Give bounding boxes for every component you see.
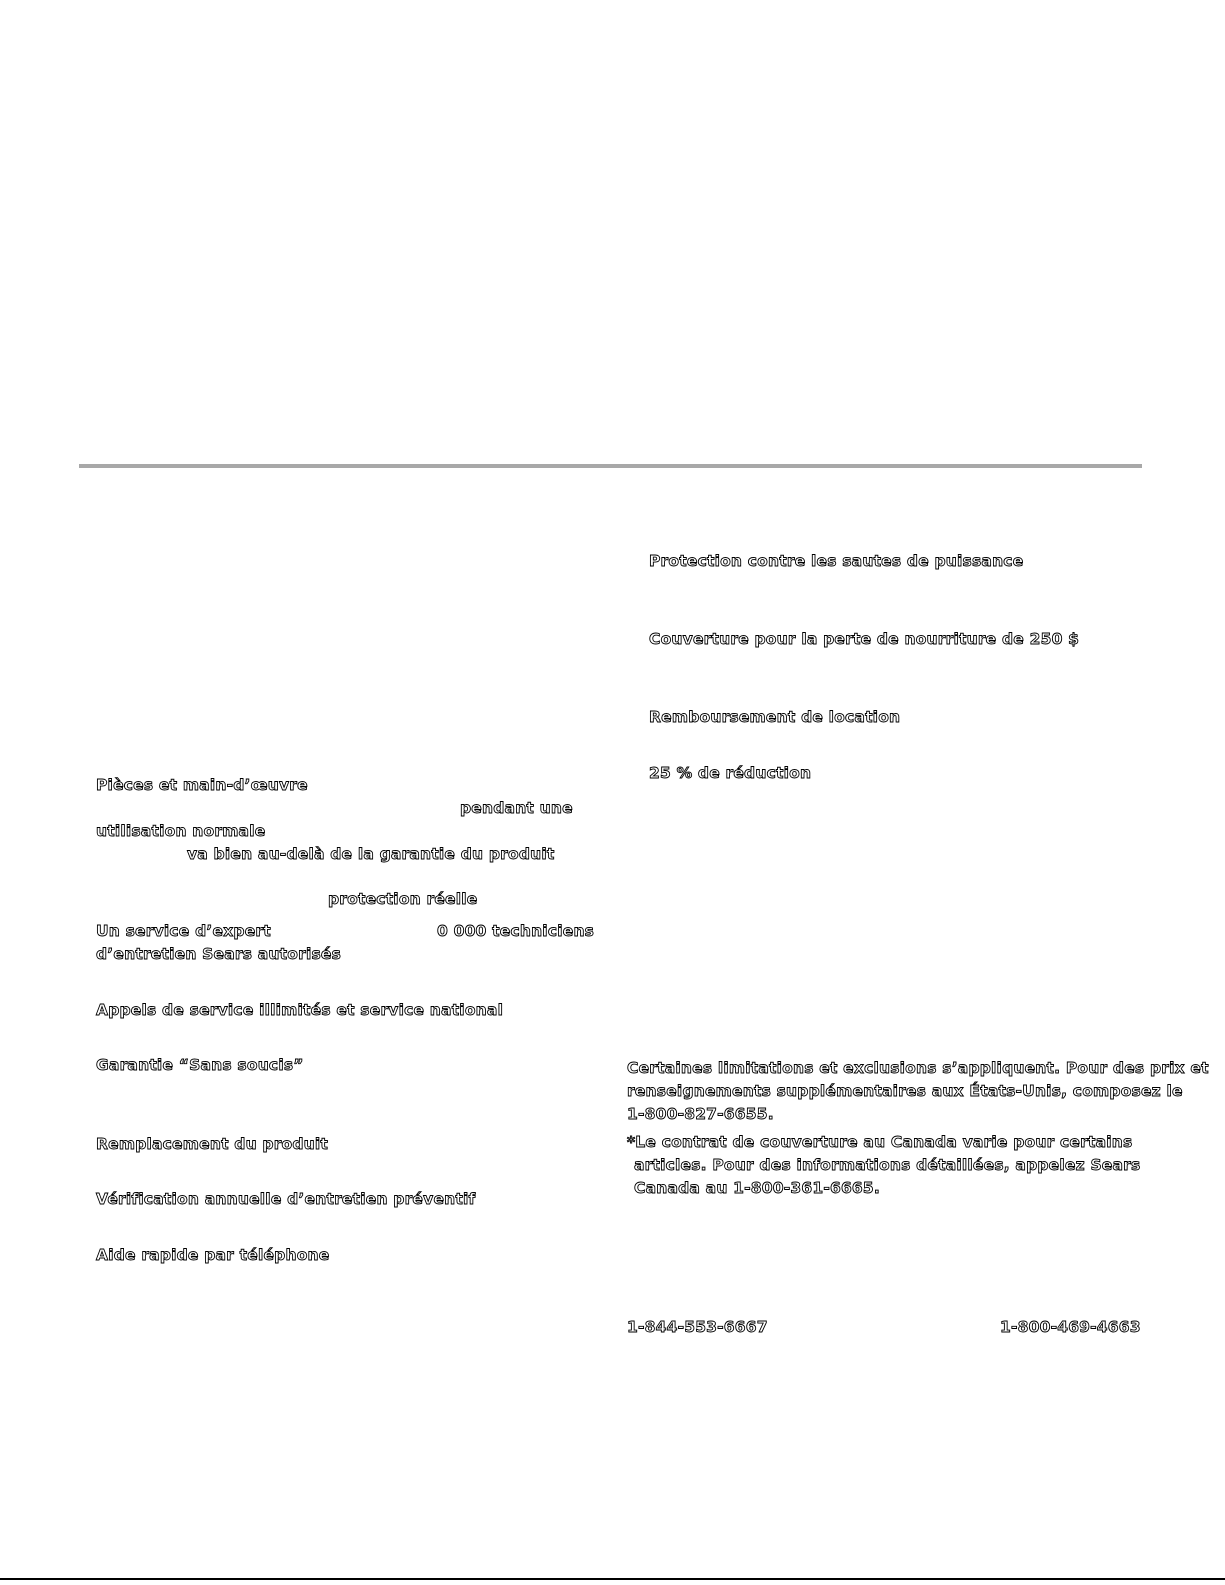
canada-note-line-1: *Le contrat de couverture au Canada varie pour certains (627, 1133, 1133, 1151)
phone-help-heading: Aide rapide par téléphone (96, 1246, 330, 1264)
technicians-text: 0 000 techniciens (437, 922, 595, 940)
discount-heading: 25 % de réduction (649, 764, 812, 782)
expert-service-heading: Un service d’expert (96, 922, 271, 940)
surge-heading: Protection contre les sautes de puissance (649, 552, 1024, 570)
normal-use-text: utilisation normale (96, 822, 266, 840)
page-bottom-border (0, 1578, 1225, 1580)
phone-number-us: 1-844-553-6667 (627, 1318, 768, 1336)
authorized-text: d’entretien Sears autorisés (96, 945, 342, 963)
beyond-warranty-text: va bien au-delà de la garantie du produit (187, 845, 555, 863)
food-loss-heading: Couverture pour la perte de nourriture de 250 $ (649, 630, 1080, 648)
canada-note-line-3: Canada au 1-800-361-6665. (634, 1179, 880, 1197)
unlimited-calls-heading: Appels de service illimités et service national (96, 1001, 504, 1019)
no-lemon-heading: Garantie “Sans soucis” (96, 1056, 304, 1074)
phone-number-canada: 1-800-469-4663 (1000, 1318, 1141, 1336)
section-divider (79, 464, 1142, 468)
during-normal-text: pendant une (460, 799, 573, 817)
real-protection-text: protection réelle (328, 890, 478, 908)
canada-note-line-2: articles. Pour des informations détaillées, appelez Sears (634, 1156, 1141, 1174)
parts-labor-heading: Pièces et main-d’œuvre (96, 776, 308, 794)
limitations-line-2: renseignements supplémentaires aux États-Unis, composez le (627, 1082, 1183, 1100)
rental-heading: Remboursement de location (649, 708, 901, 726)
limitations-line-3: 1-800-827-6655. (627, 1105, 774, 1123)
annual-check-heading: Vérification annuelle d’entretien préventif (96, 1190, 476, 1208)
limitations-line-1: Certaines limitations et exclusions s’appliquent. Pour des prix et (627, 1059, 1209, 1077)
replacement-heading: Remplacement du produit (96, 1135, 329, 1153)
